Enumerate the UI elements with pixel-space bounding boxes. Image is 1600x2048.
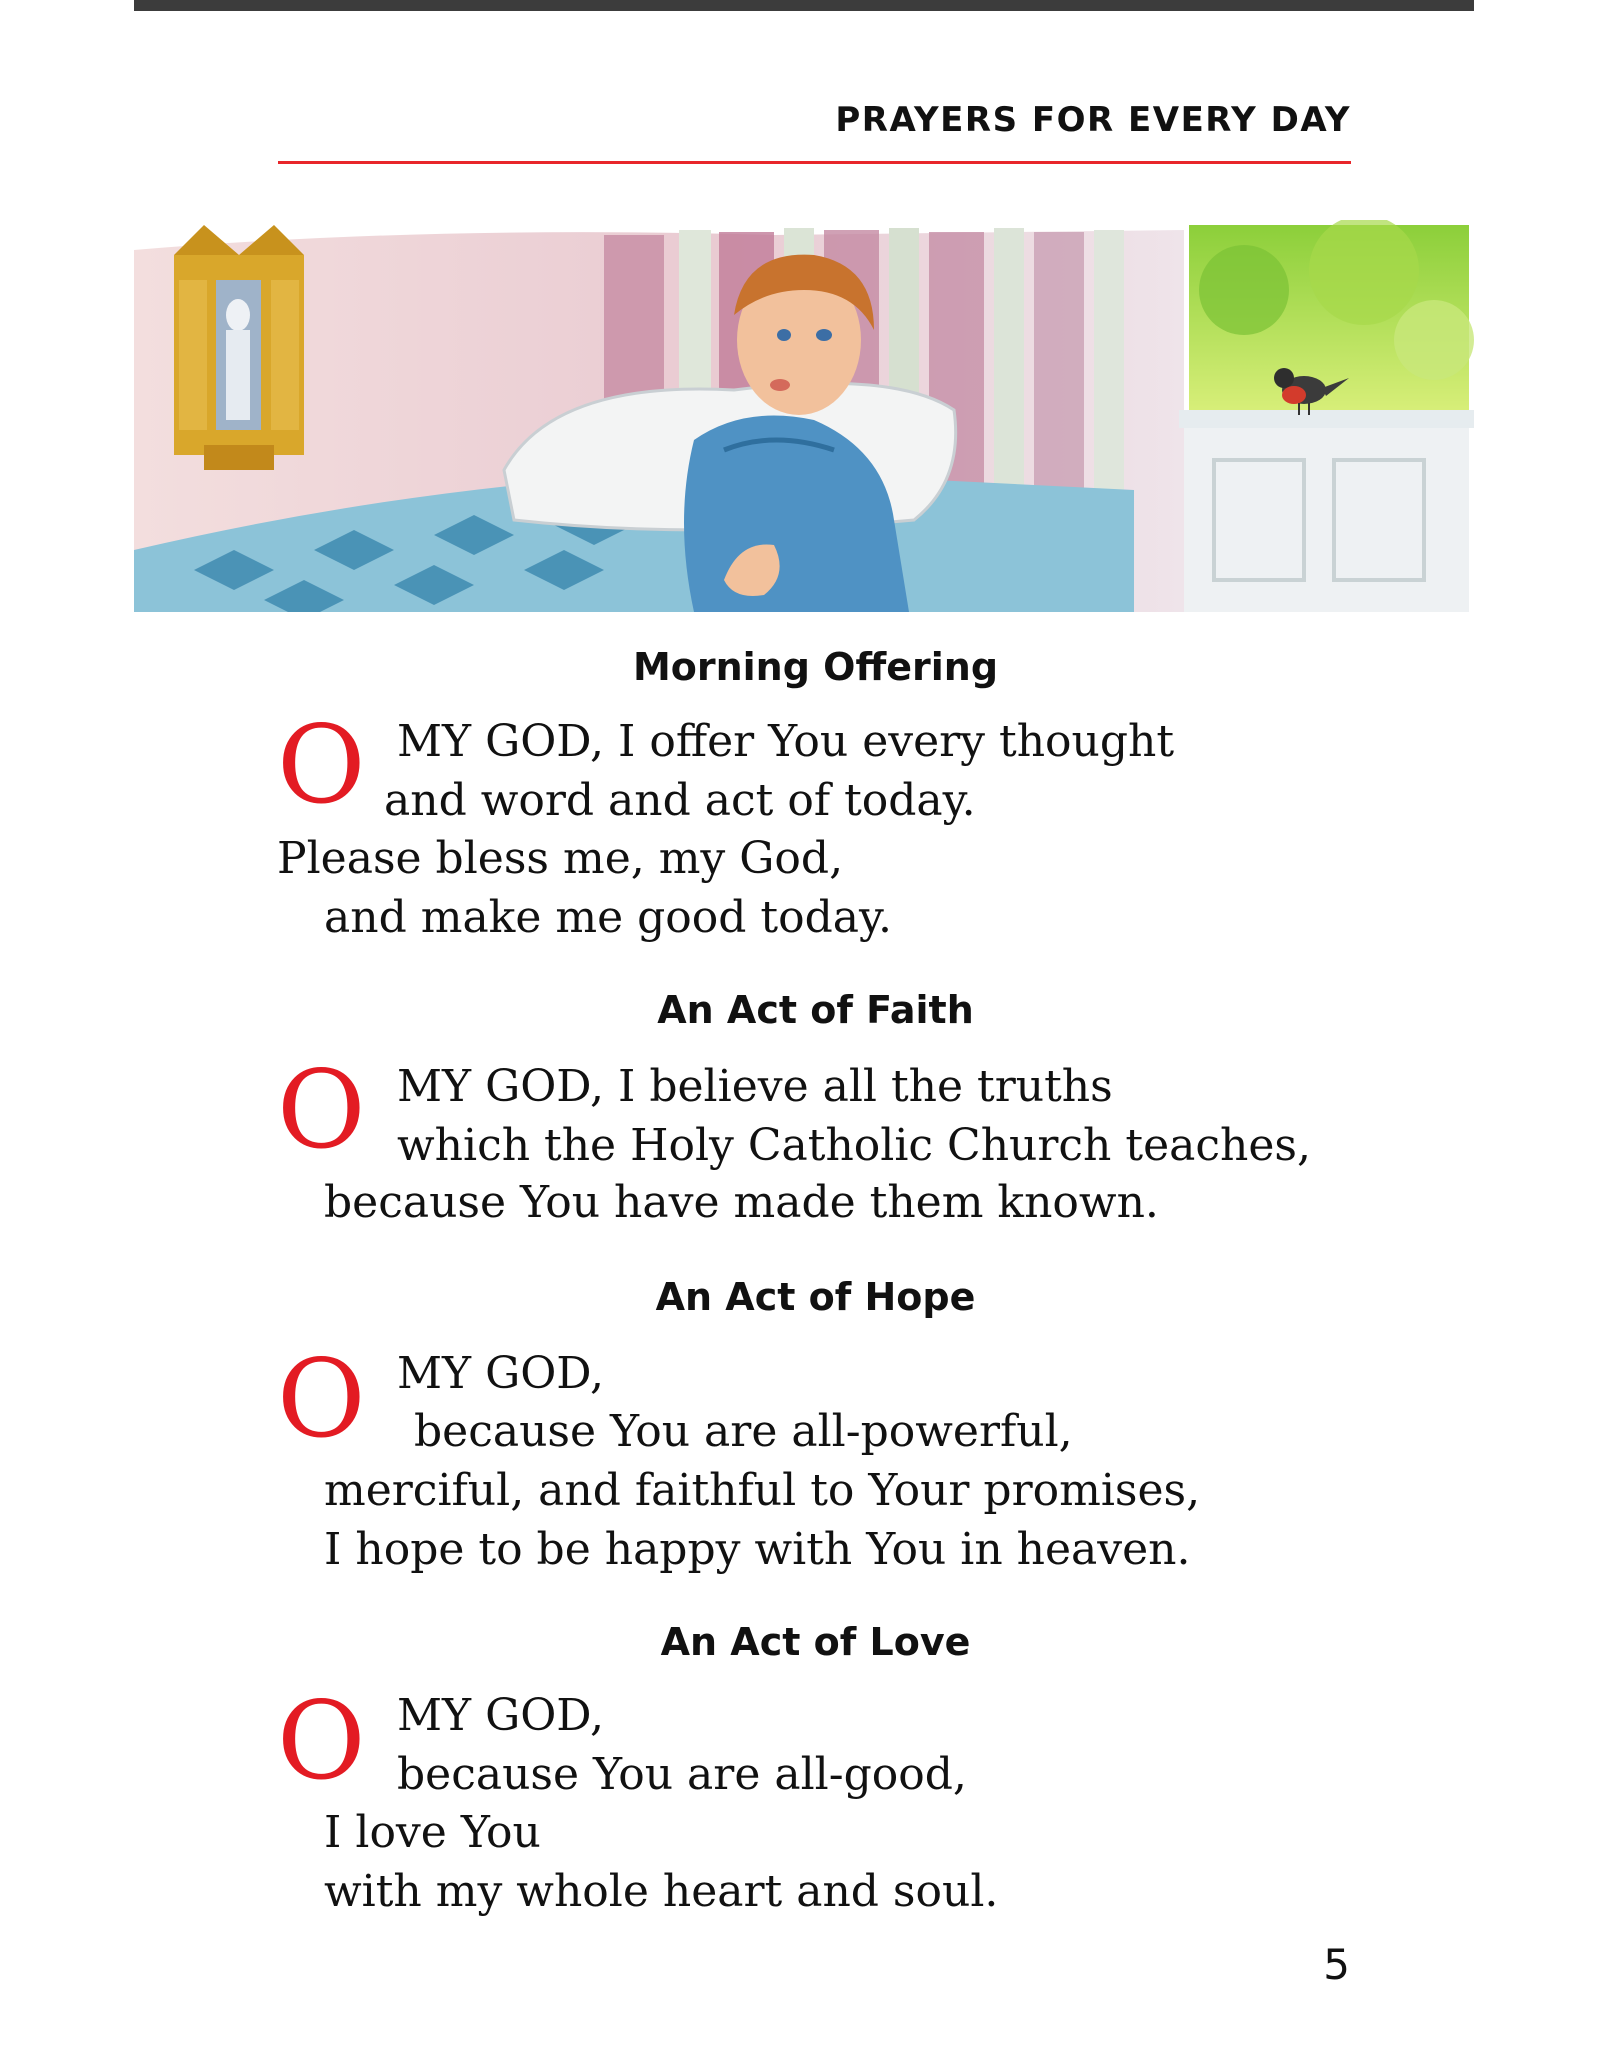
prayer-line: I hope to be happy with You in heaven. <box>324 1524 1191 1575</box>
drop-cap-initial: O <box>277 1048 366 1173</box>
prayer-line: merciful, and faithful to Your promises, <box>324 1465 1201 1516</box>
prayer-line: because You are all-good, <box>397 1749 967 1800</box>
prayer-line: because You are all-powerful, <box>414 1406 1073 1457</box>
shrine <box>174 225 304 470</box>
prayer-line: MY GOD, <box>397 1690 605 1741</box>
drop-cap-initial: O <box>277 1679 366 1804</box>
running-head: PRAYERS FOR EVERY DAY <box>835 100 1351 140</box>
drop-cap-initial: O <box>277 703 366 828</box>
prayer-line: MY GOD, <box>397 1348 605 1399</box>
prayer-line: with my whole heart and soul. <box>324 1866 999 1917</box>
prayer-title-morning-offering: Morning Offering <box>632 645 999 689</box>
prayer-line: MY GOD, I believe all the truths <box>397 1061 1113 1112</box>
boy-praying-illustration <box>134 220 1474 612</box>
prayer-title-act-of-love: An Act of Love <box>660 1620 971 1664</box>
prayer-line: I love You <box>324 1807 541 1858</box>
prayer-line: because You have made them known. <box>324 1177 1159 1228</box>
drop-cap-initial: O <box>277 1337 366 1462</box>
page-number: 5 <box>1323 1940 1350 1989</box>
window <box>1179 220 1474 612</box>
prayer-line: MY GOD, I offer You every thought <box>397 716 1175 767</box>
prayer-line: and word and act of today. <box>384 775 976 826</box>
prayer-line: which the Holy Catholic Church teaches, <box>397 1120 1311 1171</box>
prayer-title-act-of-hope: An Act of Hope <box>655 1275 976 1319</box>
prayer-title-act-of-faith: An Act of Faith <box>657 988 974 1032</box>
page-top-bar <box>134 0 1474 11</box>
prayer-line: and make me good today. <box>324 892 892 943</box>
running-head-rule <box>278 161 1351 164</box>
prayer-line: Please bless me, my God, <box>277 833 844 884</box>
